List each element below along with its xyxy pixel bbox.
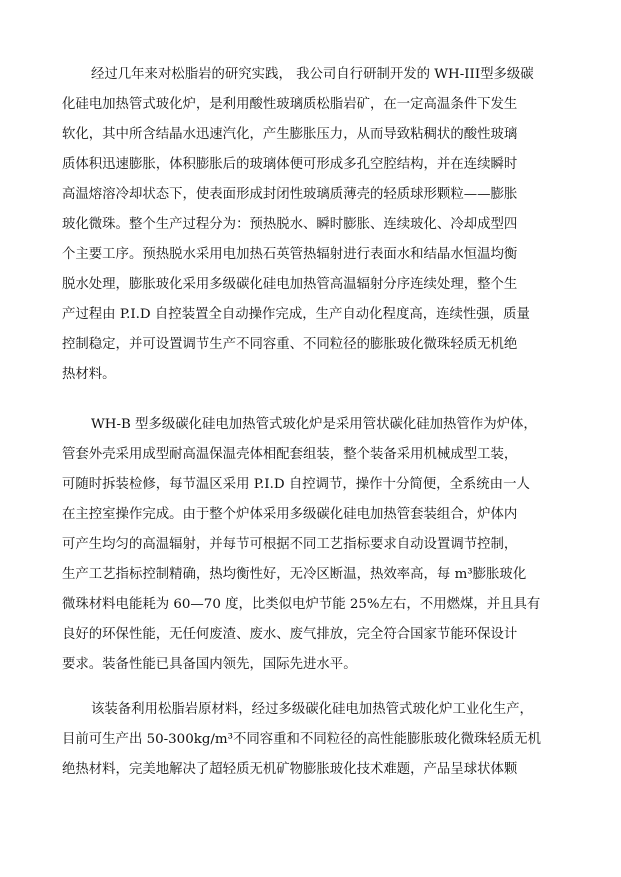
- text-line: 质体积迅速膨胀，体积膨胀后的玻璃体便可形成多孔空腔结构，并在连续瞬时: [62, 157, 518, 172]
- text-line: 生产工艺指标控制精确，热均衡性好，无冷区断温，热效率高，每 m³膨胀玻化: [62, 567, 527, 582]
- text-line: 微珠材料电能耗为 60—70 度，比类似电炉节能 25%左右，不用燃煤，并且具有: [62, 597, 541, 612]
- text-line: 化硅电加热管式玻化炉，是利用酸性玻璃质松脂岩矿，在一定高温条件下发生: [62, 97, 518, 112]
- text-line: 经过几年来对松脂岩的研究实践， 我公司自行研制开发的 WH-III型多级碳: [91, 67, 534, 82]
- text-line: 软化，其中所含结晶水迅速汽化，产生膨胀压力，从而导致粘稠状的酸性玻璃: [62, 127, 518, 142]
- text-line: 热材料。: [62, 367, 116, 382]
- text-line: 在主控室操作完成。由于整个炉体采用多级碳化硅电加热管套装组合，炉体内: [62, 507, 518, 522]
- text-line: 产过程由 P.I.D 自控装置全自动操作完成，生产自动化程度高，连续性强，质量: [62, 307, 530, 322]
- text-line: 目前可生产出 50-300kg/m³不同容重和不同粒径的高性能膨胀玻化微珠轻质无机: [62, 732, 541, 747]
- text-line: 该装备利用松脂岩原材料，经过多级碳化硅电加热管式玻化炉工业化生产，: [91, 702, 533, 717]
- text-line: 绝热材料，完美地解决了超轻质无机矿物膨胀玻化技术难题，产品呈球状体颗: [62, 762, 518, 777]
- text-line: 良好的环保性能，无任何废渣、废水、废气排放，完全符合国家节能环保设计: [62, 627, 518, 642]
- text-line: WH-B 型多级碳化硅电加热管式玻化炉是采用管状碳化硅加热管作为炉体，: [91, 417, 537, 432]
- text-line: 个主要工序。预热脱水采用电加热石英管热辐射进行表面水和结晶水恒温均衡: [62, 247, 518, 262]
- text-line: 玻化微珠。整个生产过程分为：预热脱水、瞬时膨胀、连续玻化、冷却成型四: [62, 217, 518, 232]
- text-line: 可随时拆装检修，每节温区采用 P.I.D 自控调节，操作十分简便，全系统由一人: [62, 477, 530, 492]
- text-line: 高温熔溶冷却状态下，使表面形成封闭性玻璃质薄壳的轻质球形颗粒——膨胀: [62, 187, 518, 202]
- text-line: 要求。装备性能已具备国内领先，国际先进水平。: [62, 657, 357, 672]
- text-line: 管套外壳采用成型耐高温保温壳体相配套组装，整个装备采用机械成型工装，: [62, 447, 518, 462]
- text-line: 可产生均匀的高温辐射，并每节可根据不同工艺指标要求自动设置调节控制，: [62, 537, 518, 552]
- text-line: 控制稳定，并可设置调节生产不同容重、不同粒径的膨胀玻化微珠轻质无机绝: [62, 337, 518, 352]
- text-line: 脱水处理，膨胀玻化采用多级碳化硅电加热管高温辐射分序连续处理，整个生: [62, 277, 518, 292]
